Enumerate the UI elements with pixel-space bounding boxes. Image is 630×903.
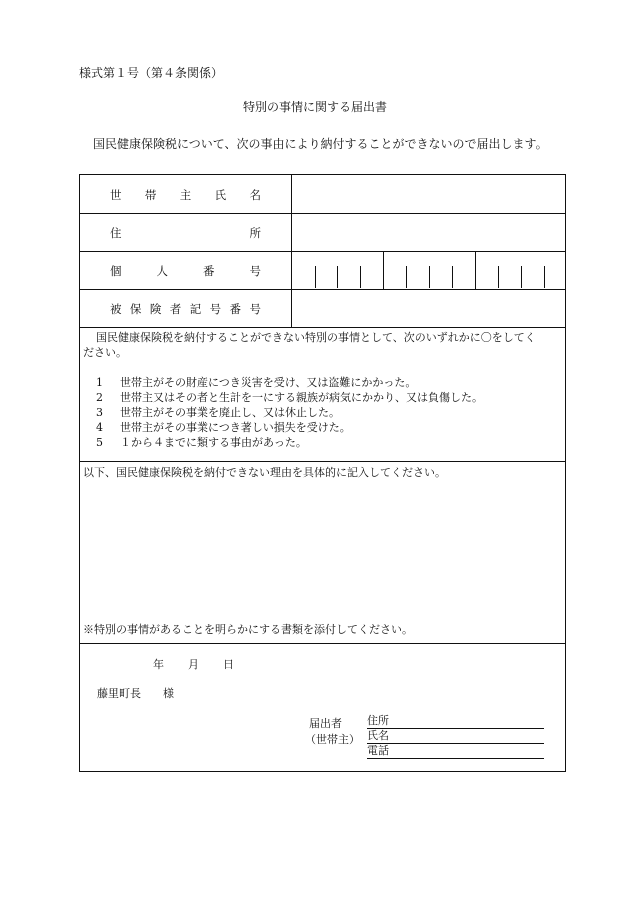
reason-prompt: 以下、国民健康保険税を納付できない理由を具体的に記入してください。	[83, 466, 446, 479]
condition-text: 世帯主又はその者と生計を一にする親族が病気にかかり、又は負傷した。	[120, 391, 483, 404]
insured-symbol-number-field[interactable]	[292, 290, 566, 327]
condition-text: 世帯主がその事業につき著しい損失を受けた。	[120, 421, 351, 434]
digit-tick	[337, 266, 338, 288]
insured-symbol-number-label: 被 保 険 者 記 号 番 号	[110, 302, 261, 316]
householder-name-field[interactable]	[292, 175, 566, 213]
digit-tick	[452, 266, 453, 288]
filer-phone-label: 電話	[367, 744, 389, 757]
digit-tick	[521, 266, 522, 288]
row-divider	[80, 643, 565, 644]
filer-name-label: 氏名	[367, 729, 389, 742]
filer-address-field[interactable]	[367, 714, 544, 729]
condition-number: 4	[96, 421, 103, 434]
condition-item[interactable]	[96, 405, 340, 420]
individual-number-label: 個 人 番 号	[110, 264, 261, 278]
condition-item[interactable]	[96, 420, 351, 435]
individual-number-field[interactable]	[292, 252, 566, 289]
digit-tick	[429, 266, 430, 288]
filer-role: （世帯主）	[305, 733, 360, 746]
condition-text: 世帯主がその事業を廃止し、又は休止した。	[120, 406, 340, 419]
condition-number: 1	[96, 376, 103, 389]
condition-item[interactable]	[96, 390, 483, 405]
recipient: 藤里町長 様	[97, 687, 174, 700]
day-label: 日	[223, 658, 234, 671]
attachment-note: ※特別の事情があることを明らかにする書類を添付してください。	[83, 623, 413, 636]
intro-text: 国民健康保険税について、次の事由により納付することができないので届出します。	[93, 137, 548, 151]
address-label: 住 所	[110, 226, 261, 240]
filer-address-label: 住所	[367, 714, 389, 727]
digit-tick	[544, 266, 545, 288]
householder-name-label: 世 帯 主 氏 名	[110, 188, 261, 202]
condition-number: 2	[96, 391, 103, 404]
date-line	[153, 657, 234, 672]
row-divider	[80, 327, 565, 328]
digit-group-divider	[475, 252, 476, 289]
document-title: 特別の事情に関する届出書	[242, 100, 387, 114]
year-label: 年	[153, 658, 164, 671]
address-field[interactable]	[292, 214, 566, 251]
month-label: 月	[188, 658, 199, 671]
conditions-intro: 国民健康保険税を納付することができない特別の事情として、次のいずれかに〇をしてく ださい。	[83, 331, 536, 359]
reason-write-area[interactable]	[80, 462, 565, 642]
condition-text: １から４までに類する事由があった。	[120, 436, 307, 449]
condition-text: 世帯主がその財産につき災害を受け、又は盗難にかかった。	[120, 376, 417, 389]
digit-tick	[498, 266, 499, 288]
digit-tick	[360, 266, 361, 288]
condition-number: 3	[96, 406, 103, 419]
condition-item[interactable]	[96, 435, 307, 450]
filer-phone-field[interactable]	[367, 744, 544, 759]
digit-tick	[406, 266, 407, 288]
form-number: 様式第１号（第４条関係）	[79, 66, 224, 80]
condition-item[interactable]	[96, 375, 416, 390]
digit-tick	[315, 266, 316, 288]
filer-name-field[interactable]	[367, 729, 544, 744]
condition-number: 5	[96, 436, 103, 449]
filer-label: 届出者	[309, 717, 342, 730]
digit-group-divider	[383, 252, 384, 289]
